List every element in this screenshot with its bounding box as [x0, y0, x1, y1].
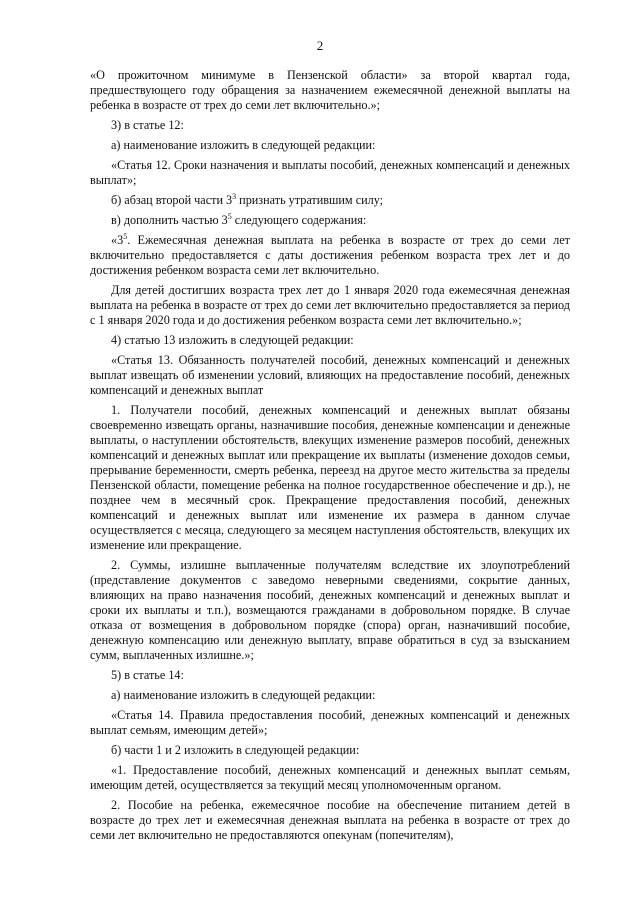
- paragraph-text: «3: [111, 233, 124, 247]
- paragraph: [90, 333, 570, 348]
- paragraph-text: «О прожиточном минимуме в Пензенской области» за второй квартал года, предшествующего году обращения за назначением ежемесячной денежной выплаты на ребенка в возрасте от трех до семи лет включительно.»;: [90, 68, 570, 112]
- paragraph-text: «Статья 13. Обязанность получателей пособий, денежных компенсаций и денежных выплат извещать об изменении условий, влияющих на предоставление пособий, денежных компенсаций и денежных выплат: [90, 353, 570, 397]
- paragraph: [90, 798, 570, 843]
- superscript: 5: [123, 232, 128, 241]
- paragraph: [90, 233, 570, 278]
- paragraph-text: «1. Предоставление пособий, денежных компенсаций и денежных выплат семьям, имеющим детей, осуществляется за текущий месяц уполномоченным органом.: [90, 763, 570, 792]
- paragraph: [90, 688, 570, 703]
- paragraph-text: а) наименование изложить в следующей редакции:: [111, 138, 376, 152]
- paragraph: [90, 668, 570, 683]
- paragraph: [90, 158, 570, 188]
- paragraph-text: б) части 1 и 2 изложить в следующей редакции:: [111, 743, 360, 757]
- paragraph-text: «Статья 14. Правила предоставления пособий, денежных компенсаций и денежных выплат семьям, имеющим детей»;: [90, 708, 570, 737]
- paragraph: [90, 193, 570, 208]
- paragraph: [90, 138, 570, 153]
- paragraph-text: 3) в статье 12:: [111, 118, 184, 132]
- paragraph: [90, 213, 570, 228]
- paragraph-text: в) дополнить частью 3: [111, 213, 228, 227]
- superscript: 3: [232, 192, 237, 201]
- paragraph: [90, 353, 570, 398]
- paragraph-text: а) наименование изложить в следующей редакции:: [111, 688, 376, 702]
- page-number: 2: [316, 38, 324, 53]
- paragraph-text: 2. Пособие на ребенка, ежемесячное пособие на обеспечение питанием детей в возрасте до трех лет и ежемесячная денежная выплата на ребенка в возрасте от трех до семи лет включительно не предоставляются опекунам (попечителям),: [90, 798, 570, 842]
- paragraph-text: Для детей достигших возраста трех лет до 1 января 2020 года ежемесячная денежная выплата на ребенка в возрасте от трех до семи лет включительно предоставляется за период с 1 января 2020 года и до достижения ребенком возраста семи лет включительно.»;: [90, 283, 570, 327]
- paragraph-text: 1. Получатели пособий, денежных компенсаций и денежных выплат обязаны своевременно извещать органы, назначившие пособия, денежные компенсации и денежные выплаты, о наступлении обстоятельств, влекущих изменение размеров пособий, денежных компенсаций и денежных выплат или прекращение их выплаты (изменение доходов семьи, прерывание беременности, смерть ребенка, переезд на другое место жительства за пределы Пензенской области, помещение ребенка на полное государственное обеспечение и др.), не позднее чем в месячный срок. Прекращение предоставления пособий, денежных компенсаций и денежных выплат или изменение их размера в данном случае осуществляется с месяца, следующего за месяцем наступления обстоятельств, влекущих их изменение или прекращение.: [90, 403, 570, 552]
- document-body: [90, 68, 570, 848]
- paragraph-text-tail: . Ежемесячная денежная выплата на ребенка в возрасте от трех до семи лет включительно предоставляется с даты достижения ребенком возраста трех лет и до достижения ребенком возраста семи лет включительно.: [90, 233, 570, 277]
- paragraph: [90, 283, 570, 328]
- paragraph-text: 5) в статье 14:: [111, 668, 184, 682]
- paragraph: [90, 118, 570, 133]
- paragraph-text: 4) статью 13 изложить в следующей редакции:: [111, 333, 354, 347]
- paragraph-text-tail: следующего содержания:: [231, 213, 367, 227]
- paragraph: [90, 743, 570, 758]
- paragraph: [90, 68, 570, 113]
- paragraph-text: 2. Суммы, излишне выплаченные получателям вследствие их злоупотреблений (представление документов с заведомо неверными сведениями, сокрытие данных, влияющих на право назначения пособий, денежных компенсаций и денежных выплат и сроки их выплаты и т.п.), возмещаются гражданами в добровольном порядке. В случае отказа от возмещения в добровольном порядке (спора) орган, назначивший пособие, денежную компенсацию или денежную выплату, вправе обратиться в суд за взысканием сумм, выплаченных излишне.»;: [90, 558, 570, 662]
- paragraph: [90, 708, 570, 738]
- paragraph-text-tail: признать утратившим силу;: [236, 193, 384, 207]
- superscript: 5: [227, 212, 232, 221]
- paragraph-text: «Статья 12. Сроки назначения и выплаты пособий, денежных компенсаций и денежных выплат»;: [90, 158, 570, 187]
- paragraph-text: б) абзац второй части 3: [111, 193, 233, 207]
- paragraph: [90, 403, 570, 553]
- paragraph: [90, 763, 570, 793]
- paragraph: [90, 558, 570, 663]
